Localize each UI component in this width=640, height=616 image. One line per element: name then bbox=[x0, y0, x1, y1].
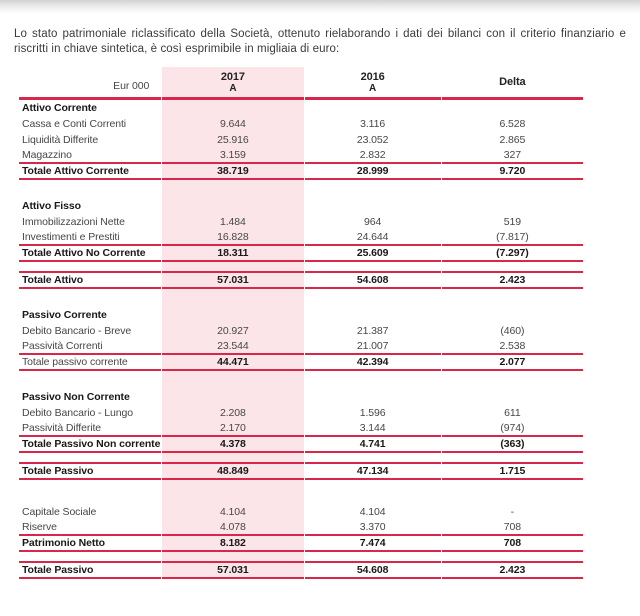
row-value-2017: 4.378 bbox=[162, 437, 303, 453]
row-value-2017 bbox=[162, 198, 303, 214]
row-value-2017 bbox=[162, 100, 303, 116]
row-value-delta: (363) bbox=[442, 437, 583, 453]
table-row bbox=[19, 262, 583, 273]
row-value-2016: 964 bbox=[364, 215, 382, 228]
row-label: Investimenti e Prestiti bbox=[19, 230, 161, 246]
table-row bbox=[19, 148, 583, 164]
row-value-delta: 1.715 bbox=[442, 464, 583, 480]
row-value-2017: 44.471 bbox=[162, 355, 303, 371]
table-row bbox=[19, 421, 583, 437]
intro-paragraph: Lo stato patrimoniale riclassificato della Società, ottenuto rielaborando i dati dei bilanci con il criterio finanziario e riscritti in chiave sintetica, è così esprimibile in migliaia di euro: bbox=[14, 28, 626, 55]
row-label: Patrimonio Netto bbox=[19, 536, 161, 552]
column-header-2017 bbox=[162, 67, 303, 100]
row-value-delta bbox=[442, 552, 583, 563]
table-row bbox=[19, 453, 583, 464]
table-row bbox=[19, 116, 583, 132]
row-value-2017: 20.927 bbox=[162, 323, 303, 339]
unit-header-cell: Eur 000 bbox=[19, 67, 161, 100]
row-value-2017 bbox=[162, 262, 303, 273]
row-value-2017 bbox=[162, 453, 303, 464]
table-row bbox=[19, 132, 583, 148]
row-value-delta: 2.077 bbox=[442, 355, 583, 371]
row-value-delta: 2.538 bbox=[442, 339, 583, 355]
row-value-2016: 25.609 bbox=[305, 246, 441, 262]
table-row bbox=[19, 273, 583, 289]
row-label: Attivo Corrente bbox=[22, 101, 97, 114]
row-value-2017: 57.031 bbox=[162, 273, 303, 289]
row-value-2016: 2.832 bbox=[305, 148, 441, 164]
row-value-2016 bbox=[305, 180, 441, 198]
row-value-delta: 708 bbox=[442, 536, 583, 552]
row-label: Totale Attivo Corrente bbox=[19, 164, 161, 180]
row-value-2016 bbox=[305, 552, 441, 563]
table-row bbox=[19, 198, 583, 214]
row-value-2017: 8.182 bbox=[162, 536, 303, 552]
row-value-2017: 48.849 bbox=[162, 464, 303, 480]
table-row bbox=[19, 563, 583, 579]
column-header-delta: Delta bbox=[442, 67, 583, 100]
row-value-2016: 28.999 bbox=[305, 164, 441, 180]
row-label: Riserve bbox=[19, 520, 161, 536]
column-header-2016 bbox=[305, 67, 441, 100]
row-value-delta bbox=[442, 180, 583, 198]
year-2016-label: 2016 bbox=[360, 70, 385, 83]
table-row bbox=[19, 164, 583, 180]
row-label: Passivo Corrente bbox=[22, 308, 107, 321]
row-value-2016: 21.007 bbox=[305, 339, 441, 355]
row-value-2016: 3.370 bbox=[305, 520, 441, 536]
row-value-2016: 42.394 bbox=[305, 355, 441, 371]
row-value-delta: 327 bbox=[442, 148, 583, 164]
table-row bbox=[19, 405, 583, 421]
row-value-delta bbox=[442, 262, 583, 273]
row-value-2016 bbox=[305, 371, 441, 389]
row-value-delta: 2.423 bbox=[442, 563, 583, 579]
table-row bbox=[19, 100, 583, 116]
row-label: Totale Passivo Non corrente bbox=[19, 437, 161, 453]
row-label: Immobilizzazioni Nette bbox=[22, 215, 125, 228]
row-value-2017: 18.311 bbox=[162, 246, 303, 262]
row-value-2017: 16.828 bbox=[162, 230, 303, 246]
row-value-2016: 21.387 bbox=[356, 324, 389, 337]
row-value-2017: 2.208 bbox=[162, 405, 303, 421]
table-row bbox=[19, 307, 583, 323]
page-top-shadow bbox=[0, 0, 640, 14]
row-value-2016 bbox=[305, 100, 441, 116]
row-value-2016: 7.474 bbox=[305, 536, 441, 552]
row-label bbox=[19, 552, 161, 563]
row-value-delta bbox=[442, 371, 583, 389]
year-2017-label: 2017 bbox=[220, 70, 245, 83]
row-value-2016: 47.134 bbox=[305, 464, 441, 480]
row-value-delta bbox=[442, 100, 583, 116]
table-row bbox=[19, 323, 583, 339]
row-label: Totale Attivo bbox=[19, 273, 161, 289]
year-2016-sub-label: A bbox=[369, 82, 377, 94]
table-row bbox=[19, 246, 583, 262]
row-value-2016: 54.608 bbox=[305, 273, 441, 289]
table-row bbox=[19, 464, 583, 480]
row-value-2017: 57.031 bbox=[162, 563, 303, 579]
row-label: Liquidità Differite bbox=[22, 133, 99, 146]
row-label bbox=[19, 453, 161, 464]
row-label: Passività Differite bbox=[19, 421, 161, 437]
row-label bbox=[19, 180, 161, 198]
row-value-delta: (460) bbox=[500, 324, 525, 337]
row-value-2017 bbox=[162, 180, 303, 198]
table-row bbox=[19, 552, 583, 563]
row-label: Passivo Non Corrente bbox=[22, 390, 130, 403]
row-value-2016: 23.052 bbox=[356, 133, 389, 146]
row-value-2017: 38.719 bbox=[162, 164, 303, 180]
table-row bbox=[19, 355, 583, 371]
table-row bbox=[19, 230, 583, 246]
row-value-delta: (7.817) bbox=[442, 230, 583, 246]
row-value-delta: 9.720 bbox=[442, 164, 583, 180]
row-label: Attivo Fisso bbox=[22, 199, 81, 212]
row-value-delta bbox=[442, 480, 583, 504]
row-value-2017: 9.644 bbox=[162, 116, 303, 132]
row-label: Passività Correnti bbox=[19, 339, 161, 355]
row-value-delta: (974) bbox=[442, 421, 583, 437]
row-label: Totale Passivo bbox=[19, 563, 161, 579]
row-value-delta: 519 bbox=[503, 215, 521, 228]
row-label: Capitale Sociale bbox=[22, 505, 97, 518]
row-value-2017: 23.544 bbox=[162, 339, 303, 355]
row-value-delta: - bbox=[510, 505, 515, 518]
row-value-2016 bbox=[305, 289, 441, 307]
year-2017-sub-label: A bbox=[229, 82, 237, 94]
row-value-2016 bbox=[305, 262, 441, 273]
row-value-2017 bbox=[162, 389, 303, 405]
row-value-2016: 4.104 bbox=[359, 505, 386, 518]
table-row bbox=[19, 339, 583, 355]
table-row bbox=[19, 214, 583, 230]
row-value-delta: 6.528 bbox=[499, 117, 526, 130]
row-value-2017 bbox=[162, 289, 303, 307]
row-value-2016: 24.644 bbox=[305, 230, 441, 246]
row-value-2016 bbox=[305, 453, 441, 464]
row-value-2017: 4.078 bbox=[162, 520, 303, 536]
row-value-2017: 3.159 bbox=[162, 148, 303, 164]
table-row bbox=[19, 289, 583, 307]
row-value-delta bbox=[442, 389, 583, 405]
table-row bbox=[19, 437, 583, 453]
row-value-2016: 1.596 bbox=[359, 406, 386, 419]
row-label bbox=[19, 371, 161, 389]
row-value-2016 bbox=[305, 480, 441, 504]
row-label bbox=[19, 480, 161, 504]
row-value-2017: 25.916 bbox=[162, 132, 303, 148]
row-value-2017: 2.170 bbox=[162, 421, 303, 437]
row-value-2017 bbox=[162, 480, 303, 504]
row-value-2017: 1.484 bbox=[162, 214, 303, 230]
table-body bbox=[19, 100, 583, 579]
table-row bbox=[19, 389, 583, 405]
row-value-delta: (7.297) bbox=[442, 246, 583, 262]
balance-sheet-table bbox=[18, 67, 584, 579]
row-value-delta: 611 bbox=[504, 406, 521, 419]
row-value-2016: 3.116 bbox=[360, 117, 386, 130]
row-value-delta: 708 bbox=[442, 520, 583, 536]
row-value-delta bbox=[442, 453, 583, 464]
row-value-delta: 2.423 bbox=[442, 273, 583, 289]
row-value-2017 bbox=[162, 307, 303, 323]
row-value-2016 bbox=[305, 307, 441, 323]
row-value-2016: 54.608 bbox=[305, 563, 441, 579]
table-row bbox=[19, 520, 583, 536]
table-row bbox=[19, 180, 583, 198]
row-value-delta bbox=[442, 307, 583, 323]
row-value-2017 bbox=[162, 371, 303, 389]
table-row bbox=[19, 371, 583, 389]
row-label: Magazzino bbox=[19, 148, 161, 164]
row-value-2017 bbox=[162, 552, 303, 563]
row-value-delta bbox=[442, 289, 583, 307]
row-value-2016 bbox=[305, 389, 441, 405]
row-value-2017: 4.104 bbox=[162, 504, 303, 520]
row-value-2016: 4.741 bbox=[305, 437, 441, 453]
row-label bbox=[19, 289, 161, 307]
row-label: Totale passivo corrente bbox=[19, 355, 161, 371]
row-value-2016 bbox=[305, 198, 441, 214]
table-header-row bbox=[19, 67, 583, 100]
table-row bbox=[19, 536, 583, 552]
row-value-2016: 3.144 bbox=[305, 421, 441, 437]
table-row bbox=[19, 504, 583, 520]
row-label: Totale Passivo bbox=[19, 464, 161, 480]
row-value-delta bbox=[442, 198, 583, 214]
row-label bbox=[19, 262, 161, 273]
table-row bbox=[19, 480, 583, 504]
row-label: Cassa e Conti Correnti bbox=[22, 117, 127, 130]
row-label: Debito Bancario - Breve bbox=[22, 324, 132, 337]
row-value-delta: 2.865 bbox=[499, 133, 526, 146]
row-label: Totale Attivo No Corrente bbox=[19, 246, 161, 262]
row-label: Debito Bancario - Lungo bbox=[22, 406, 133, 419]
